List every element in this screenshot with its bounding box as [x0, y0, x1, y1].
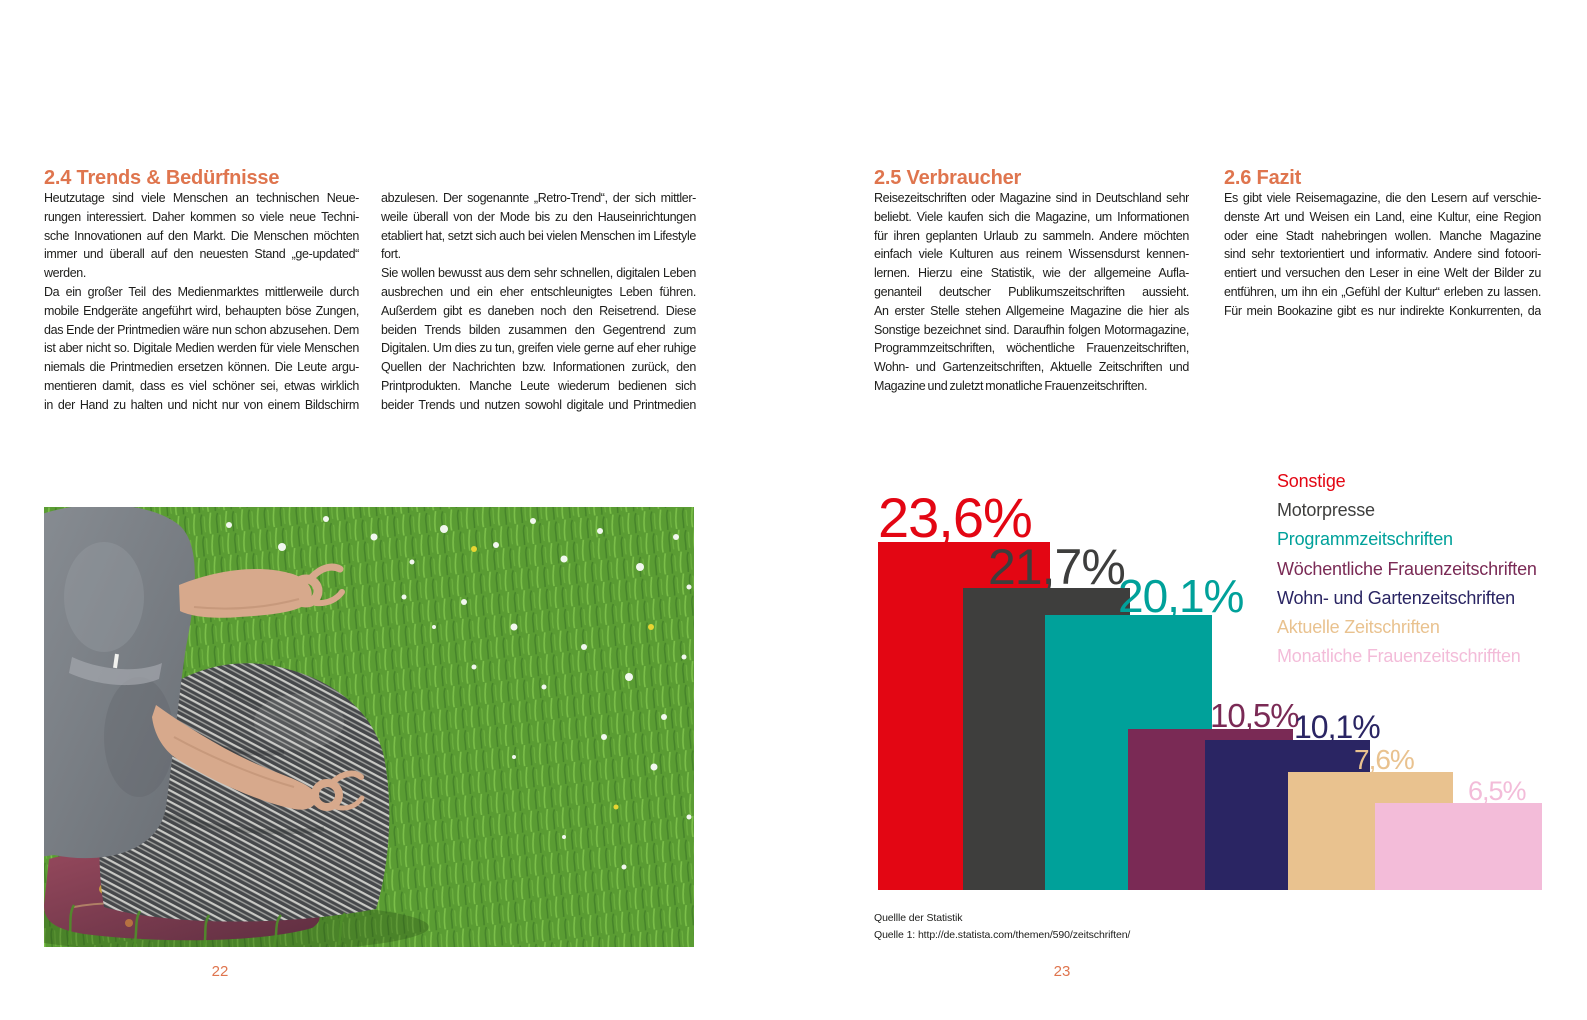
- meditation-photo: [44, 507, 694, 947]
- text-line: entiert und versuchen den Leser in eine Welt der Bilder zu: [1224, 266, 1541, 281]
- legend-item-programmzeitschriften: Programmzeitschriften: [1277, 529, 1453, 550]
- text-column-26: [1224, 189, 1541, 321]
- meditation-photo-graphic: [44, 507, 694, 947]
- text-line: Programmzeitschriften, wöchentliche Frauenzeitschriften,: [874, 341, 1189, 356]
- bar-value-label-programmzeitschriften: 20,1%: [1118, 570, 1244, 622]
- page-number-22: 22: [211, 963, 229, 980]
- text-line: Printprodukten. Manche Leute wiederum bedienen sich: [381, 378, 696, 393]
- text-line: beliebt. Viele kaufen sich die Magazine, um Informationen: [874, 209, 1189, 224]
- legend-item-woechentliche-frauenzeitschriften: Wöchentliche Frauenzeitschriften: [1277, 558, 1537, 579]
- text-line: für ihren geplanten Urlaub zu sammeln. Andere möchten: [874, 228, 1189, 243]
- text-column-24-1: [44, 189, 359, 415]
- text-line: ist aber nicht so. Digitale Medien werden für viele Menschen: [44, 341, 359, 356]
- bar-value-label-wohn-und-gartenzeitschriften: 10,1%: [1294, 709, 1380, 745]
- text-line: Wohn- und Gartenzeitschriften, Aktuelle Zeitschriften und: [874, 360, 1189, 375]
- text-line: Außerdem gibt es daneben noch den Reisetrend. Diese: [381, 303, 696, 318]
- page-number-23: 23: [1053, 963, 1071, 980]
- legend-item-motorpresse: Motorpresse: [1277, 500, 1375, 521]
- text-line: Sie wollen bewusst aus dem sehr schnellen, digitalen Leben: [381, 266, 696, 281]
- text-line: ausbrechen und ein eher entschleunigtes Leben führen.: [381, 284, 696, 299]
- legend-item-aktuelle-zeitschriften: Aktuelle Zeitschriften: [1277, 617, 1440, 637]
- legend-item-monatliche-frauenzeitschrifften: Monatliche Frauenzeitschrifften: [1277, 646, 1521, 667]
- text-line: einfach viele Kulturen aus reinem Wissensdurst kennen-: [874, 247, 1189, 262]
- text-line: Reisezeitschriften oder Magazine sind in Deutschland sehr: [874, 191, 1189, 205]
- text-line: Heutzutage sind viele Menschen an technischen Neue-: [44, 191, 359, 205]
- text-line: genanteil deutscher Publikumszeitschriften aussieht.: [874, 284, 1189, 299]
- section-heading-2-5: 2.5 Verbraucher: [874, 166, 1022, 189]
- text-line: beiden Trends bilden zusammen den Gegentrend zum: [381, 322, 696, 337]
- text-line: immer und überall auf den neuesten Stand „ge-updated“: [44, 247, 359, 262]
- chart-source-caption: Quellle der Statistik: [874, 912, 963, 924]
- text-line: Da ein großer Teil des Medienmarktes mittlerweile durch: [44, 284, 359, 299]
- legend-item-sonstige: Sonstige: [1277, 471, 1346, 491]
- text-line: das Ende der Printmedien wäre nun schon abzusehen. Dem: [44, 322, 359, 337]
- text-line: abzulesen. Der sogenannte „Retro-Trend“, der sich mittler-: [381, 191, 696, 205]
- text-line: sche Innovationen auf den Markt. Die Menschen möchten: [44, 228, 359, 243]
- text-line: Sonstige bezeichnet sind. Daraufhin folgen Motormagazine,: [874, 322, 1189, 337]
- text-line: mobile Endgeräte angeführt wird, behaupten böse Zungen,: [44, 303, 359, 318]
- text-line: mentieren damit, dass es viel schöner sei, etwas wirklich: [44, 378, 359, 393]
- text-line: oder eine Stadt nahebringen wollen. Manche Magazine: [1224, 228, 1541, 243]
- section-heading-2-4: 2.4 Trends & Bedürfnisse: [44, 166, 280, 189]
- text-line: werden.: [44, 266, 87, 281]
- text-line: beider Trends und nutzen sowohl digitale und Printmedien: [381, 397, 696, 412]
- section-heading-2-6: 2.6 Fazit: [1224, 166, 1302, 189]
- legend-item-wohn-und-gartenzeitschriften: Wohn- und Gartenzeitschriften: [1277, 587, 1515, 608]
- text-column-24-2: [381, 189, 696, 415]
- text-line: Magazine und zuletzt monatliche Frauenzeitschriften.: [874, 378, 1148, 393]
- text-line: Es gibt viele Reisemagazine, die den Lesern auf verschie-: [1224, 191, 1541, 205]
- bar-value-label-sonstige: 23,6%: [878, 486, 1032, 549]
- bar-value-label-motorpresse: 21,7%: [988, 539, 1125, 595]
- text-line: etabliert hat, setzt sich auch bei vielen Menschen im Lifestyle: [381, 228, 696, 243]
- text-line: in der Hand zu halten und nicht nur von einem Bildschirm: [44, 397, 359, 412]
- text-line: lernen. Hierzu eine Statistik, wie der allgemeine Aufla-: [874, 266, 1189, 281]
- bar-value-label-monatliche-frauenzeitschrifften: 6,5%: [1468, 776, 1526, 806]
- text-line: Quellen der Nachrichten bzw. Informationen zurück, den: [381, 360, 696, 375]
- bar-value-label-aktuelle-zeitschriften: 7,6%: [1354, 744, 1414, 775]
- text-line: sind sehr textorientiert und informativ. Andere sind fotoori-: [1224, 247, 1541, 262]
- text-line: denste Art und Weisen ein Land, eine Kultur, eine Region: [1224, 209, 1541, 224]
- text-line: fort.: [381, 247, 401, 262]
- text-line: weile überall von der Mode bis zu den Hauseinrichtungen: [381, 209, 696, 224]
- bar-monatliche-frauenzeitschrifften: [1375, 803, 1542, 890]
- text-line: An erster Stelle stehen Allgemeine Magazine die hier als: [874, 303, 1189, 318]
- text-line: niemals die Printmedien ersetzen können. Die Leute argu-: [44, 360, 359, 375]
- text-column-25: [874, 189, 1189, 396]
- text-line: Für mein Bookazine gibt es nur indirekte Konkurrenten, da: [1224, 303, 1541, 318]
- bar-value-label-woechentliche-frauenzeitschriften: 10,5%: [1210, 697, 1299, 734]
- text-line: rungen interessiert. Daher kommen so viele neue Techni-: [44, 209, 359, 224]
- text-line: entführen, um ihn ein „Gefühl der Kultur“ erleben zu lassen.: [1224, 284, 1541, 299]
- text-line: Digitalen. Um dies zu tun, greifen viele gerne auf eher ruhige: [381, 341, 696, 356]
- chart-source-url: Quelle 1: http://de.statista.com/themen/590/zeitschriften/: [874, 929, 1131, 941]
